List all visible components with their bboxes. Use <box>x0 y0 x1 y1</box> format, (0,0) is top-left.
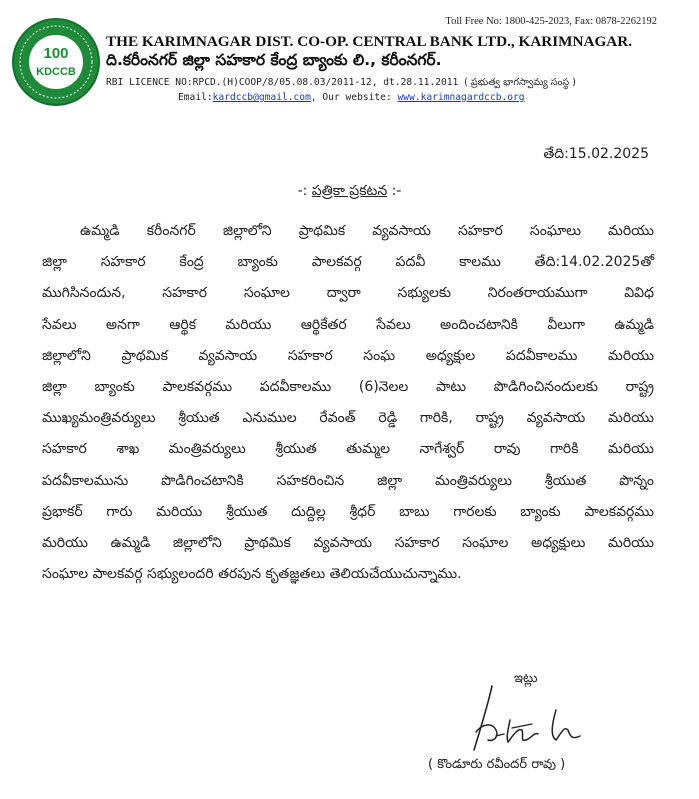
bank-name-telugu: ది.కరీంనగర్ జిల్లా సహకార కేంద్ర బ్యాంకు లి., కరీంనగర్. <box>106 51 442 69</box>
email-link[interactable]: kardccb@gmail.com <box>212 92 311 103</box>
press-release-body <box>42 216 654 590</box>
body-line: పదవీకాలమును పొడిగించటానికి సహకరించిన జిల్లా మంత్రివర్యులు శ్రీయుత పొన్నం <box>42 472 654 489</box>
letter-date: తేది:15.02.2025 <box>543 146 649 162</box>
body-line: సేవలు అనగా ఆర్థిక మరియు ఆర్థికేతర సేవలు అందించటానికి వీలుగా ఉమ్మడి <box>42 316 654 333</box>
body-line: సహకార శాఖ మంత్రివర్యులు శ్రీయుత తుమ్మల నాగేశ్వర్ రావు గారికి మరియు <box>42 441 654 458</box>
body-line: జిల్లా సహకార కేంద్ర బ్యాంకు పాలకవర్గ పదవీ కాలము తేది:14.02.2025తో <box>42 254 654 271</box>
website-link[interactable]: www.karimnagardccb.org <box>397 92 525 103</box>
website-label: , Our website: <box>310 92 392 103</box>
contact-line <box>178 92 525 103</box>
toll-free-fax: Toll Free No: 1800-425-2023, Fax: 0878-2262192 <box>445 16 657 27</box>
rbi-licence-line <box>106 77 576 90</box>
logo-abbreviation: KDCCB <box>36 66 76 78</box>
body-line: ఉమ్మడి కరీంనగర్ జిల్లాలోని ప్రాథమిక వ్యవసాయ సహకార సంఘాలు మరియు <box>80 223 654 239</box>
body-line: జిల్లాలోని ప్రాథమిక వ్యవసాయ సహకార సంఘ అధ్యక్షుల పదవీకాలము మరియు <box>42 347 654 364</box>
body-line: మరియు ఉమ్మడి జిల్లాలోని ప్రాథమిక వ్యవసాయ సహకార సంఘాల అధ్యక్షులు మరియు <box>42 535 654 552</box>
kdccb-logo <box>12 18 100 106</box>
govt-partnership-label: ( ప్రభుత్వ భాగస్వామ్య సంస్థ ) <box>464 77 576 88</box>
heading-suffix: :- <box>391 183 402 199</box>
body-line: ప్రభాకర్ గారు మరియు శ్రీయుత దుద్దిల్ల శ్రీధర్ బాబు గారలకు బ్యాంకు పాలకవర్గము <box>42 503 654 520</box>
logo-inner-circle <box>29 35 83 89</box>
heading-prefix: -: <box>297 183 308 199</box>
body-line: ముఖ్యమంత్రివర్యులు శ్రీయుత ఎనుముల రేవంత్ రెడ్డి గారికి, రాష్ట్ర వ్యవసాయ మరియు <box>42 410 654 427</box>
body-line: ముగిసినందున, సహకార సంఘాల ద్వారా సభ్యులకు నిరంతరాయముగా వివిధ <box>42 285 654 302</box>
logo-centenary-number: 100 <box>43 45 69 62</box>
body-line: జిల్లా బ్యాంకు పాలకవర్గము పదవీకాలము (6)నెలల పాటు పొడిగించినందులకు రాష్ట్ర <box>42 379 654 396</box>
body-line: సంఘాల పాలకవర్గ సభ్యులందరి తరపున కృతజ్ఞతలు తెలియచేయుచున్నాము. <box>42 566 462 583</box>
handwritten-signature <box>452 680 612 758</box>
heading-title: పత్రికా ప్రకటన <box>311 183 388 199</box>
bank-name-english: THE KARIMNAGAR DIST. CO-OP. CENTRAL BANK LTD., KARIMNAGAR. <box>106 33 632 50</box>
yours-truly-label: ఇట్లు <box>514 671 538 686</box>
signatory-name: ( కొండూరు రవీందర్ రావు ) <box>428 757 566 772</box>
press-release-heading <box>0 183 699 202</box>
email-label: Email: <box>178 92 213 103</box>
rbi-licence: RBI LICENCE NO:RPCD.(H)COOP/8/05.08.03/2011-12, dt.28.11.2011 <box>106 77 459 88</box>
